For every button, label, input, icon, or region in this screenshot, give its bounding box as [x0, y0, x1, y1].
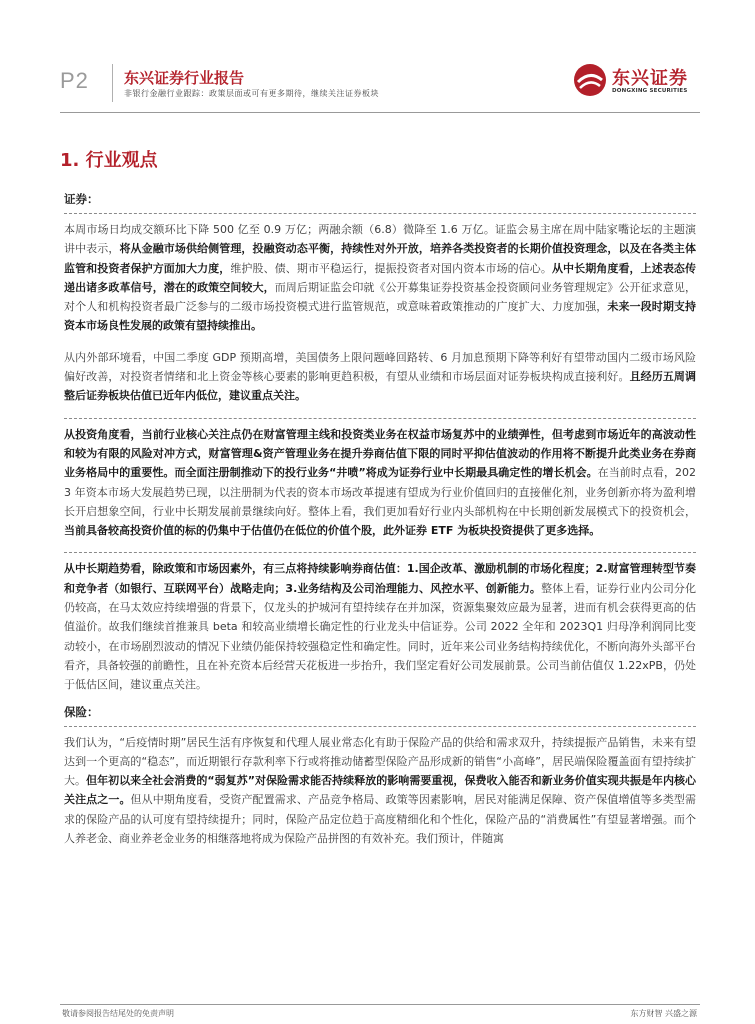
securities-heading: 证券： — [64, 192, 99, 206]
emphasized-text: 但年初以来全社会消费的“弱复苏”对保险需求能否持续释放的影响需要重视，保费收入能否和新业务价值实现共振是年内核心关注点之一。 — [64, 774, 696, 807]
header-rule — [60, 112, 700, 113]
footer-slogan: 东方财智 兴盛之源 — [630, 1009, 697, 1018]
emphasized-text: 从中长期趋势看，除政策和市场因素外，有三点将持续影响券商估值：1.国企改革、激励机制的市场化程度；2.财富管理转型节奏和竞争者（如银行、互联网平台）战略走向；3.业务结构及公司治理能力、风控水平、创新能力。 — [64, 562, 696, 595]
securities-paragraph-1 — [64, 220, 696, 336]
logo-name: 东兴证券 — [612, 68, 688, 89]
securities-paragraph-3 — [64, 425, 696, 541]
dashed-divider — [64, 213, 696, 214]
logo-mark-icon — [572, 62, 608, 98]
header-divider — [112, 64, 113, 102]
section-title: 1. 行业观点 — [60, 150, 158, 171]
page-number: P2 — [60, 68, 89, 93]
footer-disclaimer-note: 敬请参阅报告结尾处的免责声明 — [62, 1009, 174, 1018]
body-text: 在当前时点看，2023 年资本市场大发展趋势已现，以注册制为代表的资本市场改革提速有望成为行业价值回归的直接催化剂，业务创新亦将为盈利增长开启想象空间，行业中长期发展前景继续向好。整体上看，我们更加看好行业内头部机构在中长期创新发展模式下的投资机会， — [64, 466, 696, 518]
emphasized-text: 从中长期角度看，上述表态传递出诸多政革信号，潜在的政策空间较大， — [64, 261, 697, 294]
body-text: 我们认为，“后疫情时期”居民生活有序恢复和代理人展业常态化有助于保险产品的供给和需求双升，持续提振产品销售，未来有望达到一个更高的“稳态”，而近期银行存款利率下行或将推动储蓄型保险产品形成新的销售“小高峰”，居民端保险覆盖面有望持续扩大。 — [64, 735, 696, 788]
report-subtitle: 非银行金融行业跟踪：政策层面或可有更多期待，继续关注证券板块 — [124, 89, 379, 98]
dashed-divider — [64, 552, 696, 553]
emphasized-text: 未来一段时期支持资本市场良性发展的政策有望持续推出。 — [64, 300, 696, 333]
body-text: 整体上看，证券行业内公司分化仍较高，在马太效应持续增强的背景下，仅龙头的护城河有望持续存在并加深，资源集聚效应最为显著，进而有机会获得更高的估值溢价。故我们继续首推兼具 beta 和较高业绩增长确定性的行业龙头中信证券。公司 2022 全年和 2023Q1 归母净利润同比变动较小，在市场剧烈波动的情况下业绩仍能保持较强稳定性和确定性。同时，近年来公司业务结构持续优化，不断向海外头部平台看齐，具备较强的前瞻性，且在补充资本后经营天花板进一步抬升，我们坚定看好公司发展前景。公司当前估值仅 1.22xPB，仍处于低估区间，建议重点关注。 — [64, 581, 696, 692]
securities-paragraph-4 — [64, 559, 696, 694]
emphasized-text: 当前具备较高投资价值的标的仍集中于估值仍在低位的价值个股，此外证券 ETF 为板块投资提供了更多选择。 — [64, 524, 601, 538]
insurance-heading: 保险： — [64, 704, 99, 719]
emphasized-text: 从投资角度看，当前行业核心关注点仍在财富管理主线和投资类业务在权益市场复苏中的业绩弹性，但考虑到市场近年的高波动性和较为有限的风险对冲方式，财富管理&资产管理业务在提升券商估值下限的同时平抑估值波动的作用将不断提升此类业务在券商业务格局中的重要性。而全面注册制推动下的投行业务“井喷”将成为证券行业中长期最具确定性的增长机会。 — [64, 427, 696, 480]
securities-paragraph-2 — [64, 348, 696, 406]
company-logo — [572, 62, 700, 102]
dashed-divider — [64, 418, 696, 419]
insurance-paragraph-1 — [64, 733, 696, 849]
logo-english-name: DONGXING SECURITIES — [612, 88, 688, 94]
footer-rule — [60, 1004, 700, 1005]
report-body — [64, 188, 696, 860]
report-title: 东兴证券行业报告 — [124, 69, 245, 87]
emphasized-text: 将从金融市场供给侧管理，投融资动态平衡，持续性对外开放，培养各类投资者的长期价值投资理念，以及在各类主体监管和投资者保护方面加大力度， — [64, 242, 697, 275]
dashed-divider — [64, 726, 696, 727]
body-text: 本周市场日均成交额环比下降 500 亿至 0.9 万亿；两融余额（6.8）微降至 1.6 万亿。证监会易主席在周中陆家嘴论坛的主题演讲中表示， — [64, 223, 696, 256]
body-text: 维护股、债、期市平稳运行，提振投资者对国内资本市场的信心。 — [230, 261, 552, 275]
body-text: 从内外部环境看，中国二季度 GDP 预期高增，美国债务上限问题峰回路转、6 月加息预期下降等利好有望带动国内二级市场风险偏好改善，对投资者情绪和北上资金等核心要素的影响更趋积极，有望从业绩和市场层面对证券板块构成直接利好。 — [64, 350, 696, 384]
body-text: 而周后期证监会印就《公开募集证券投资基金投资顾问业务管理规定》公开征求意见，对个人和机构投资者最广泛参与的二级市场投资模式进行监管规范，或意味着政策推动的广度扩大、力度加强， — [64, 280, 697, 314]
emphasized-text: 且经历五周调整后证券板块估值已近年内低位，建议重点关注。 — [64, 370, 697, 403]
body-text: 但从中期角度看，受资产配置需求、产品竞争格局、政策等因素影响，居民对能满足保障、资产保值增值等多类型需求的保险产品的认可度有望持续提升；同时，保险产品定位趋于高度精细化和个性化，保险产品的“消费属性”有望显著增强。而个人养老金、商业养老金业务的相继落地将成为保险产品拼图的有效补充。我们预计，伴随寓 — [64, 793, 697, 846]
